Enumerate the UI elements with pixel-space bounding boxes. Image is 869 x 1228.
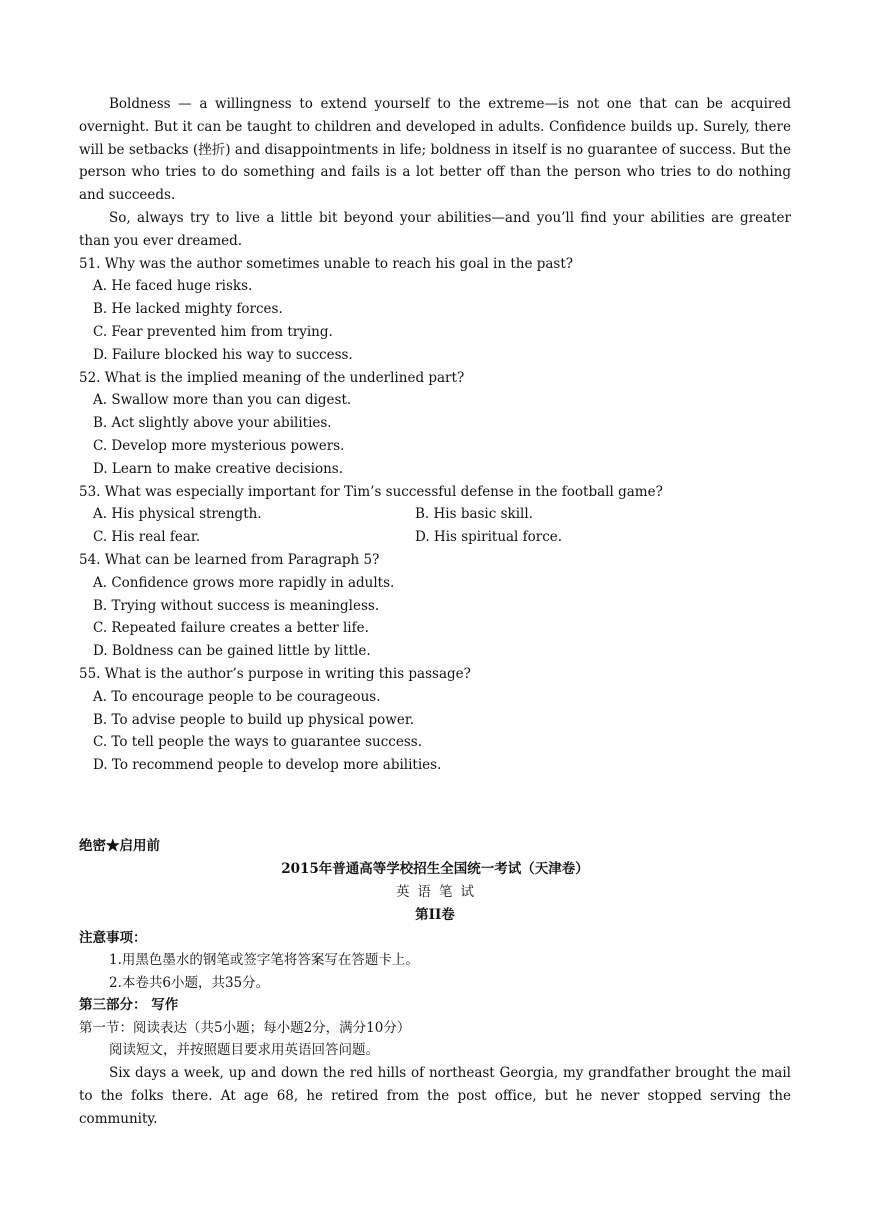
question-stem: 54. What can be learned from Paragraph 5? [79,551,380,568]
question-55 [79,663,791,777]
option-c: C. Develop more mysterious powers. [93,437,345,454]
note-item: 1.用黑色墨水的钢笔或签字笔将答案写在答题卡上。 [109,952,419,969]
passage-paragraph: Six days a week, up and down the red hills of northeast Georgia, my grandfather brought the mail to the folks there. At age 68, he retired from the post office, but he never stopped serving the community. [79,1065,791,1127]
question-51 [79,253,791,367]
question-54 [79,549,791,663]
exam-title: 2015年普通高等学校招生全国统一考试（天津卷） [281,860,589,877]
notes-heading: 注意事项： [79,929,147,946]
option-d: D. Learn to make creative decisions. [93,460,344,477]
question-stem: 52. What is the implied meaning of the underlined part? [79,369,465,386]
option-a: A. His physical strength. [93,506,262,523]
spacer [79,777,791,835]
option-d: D. Failure blocked his way to success. [93,346,353,363]
option-b: B. To advise people to build up physical power. [93,711,415,728]
option-b: B. Trying without success is meaningless. [93,597,380,614]
option-c: C. Fear prevented him from trying. [93,323,333,340]
option-a: A. Confidence grows more rapidly in adults. [93,574,395,591]
note-item: 2.本卷共6小题，共35分。 [109,974,270,991]
passage-paragraph: Boldness — a willingness to extend yourself to the extreme—is not one that can be acquired overnight. But it can be taught to children and developed in adults. Confidence builds up. Surely, there will be setbacks (挫折) and disappointments in life; boldness in itself is no guarantee of success. But the person who tries to do something and fails is a lot better off than the person who tries to do nothing and succeeds. [79,96,791,204]
option-row [93,526,791,549]
option-c: C. To tell people the ways to guarantee success. [93,734,422,751]
option-a: A. He faced huge risks. [93,278,253,295]
option-b: B. His basic skill. [415,506,533,523]
question-stem: 53. What was especially important for Tim’s successful defense in the football game? [79,483,663,500]
exam-page [79,93,791,1130]
option-d: D. Boldness can be gained little by little. [93,643,371,660]
option-a: A. To encourage people to be courageous. [93,688,381,705]
section-heading: 第一节：阅读表达（共5小题；每小题2分，满分10分） [79,1019,411,1036]
secret-label: 绝密★启用前 [79,837,160,854]
option-c: C. Repeated failure creates a better life. [93,620,369,637]
option-b: B. Act slightly above your abilities. [93,415,332,432]
question-52 [79,367,791,481]
question-stem: 51. Why was the author sometimes unable to reach his goal in the past? [79,255,574,272]
exam-subtitle: 英语笔试 [396,883,482,900]
option-d: D. His spiritual force. [415,529,563,546]
option-a: A. Swallow more than you can digest. [93,392,352,409]
part-heading: 第三部分： 写作 [79,997,179,1014]
passage-paragraph: So, always try to live a little bit beyond your abilities—and you’ll find your abilities are greater than you ever dreamed. [79,209,791,249]
question-stem: 55. What is the author’s purpose in writing this passage? [79,665,471,682]
option-b: B. He lacked mighty forces. [93,301,283,318]
volume-title: 第II卷 [415,906,455,923]
instruction: 阅读短文，并按照题目要求用英语回答问题。 [109,1042,379,1059]
option-c: C. His real fear. [93,529,201,546]
option-row [93,503,791,526]
option-d: D. To recommend people to develop more abilities. [93,757,442,774]
question-53 [79,481,791,549]
